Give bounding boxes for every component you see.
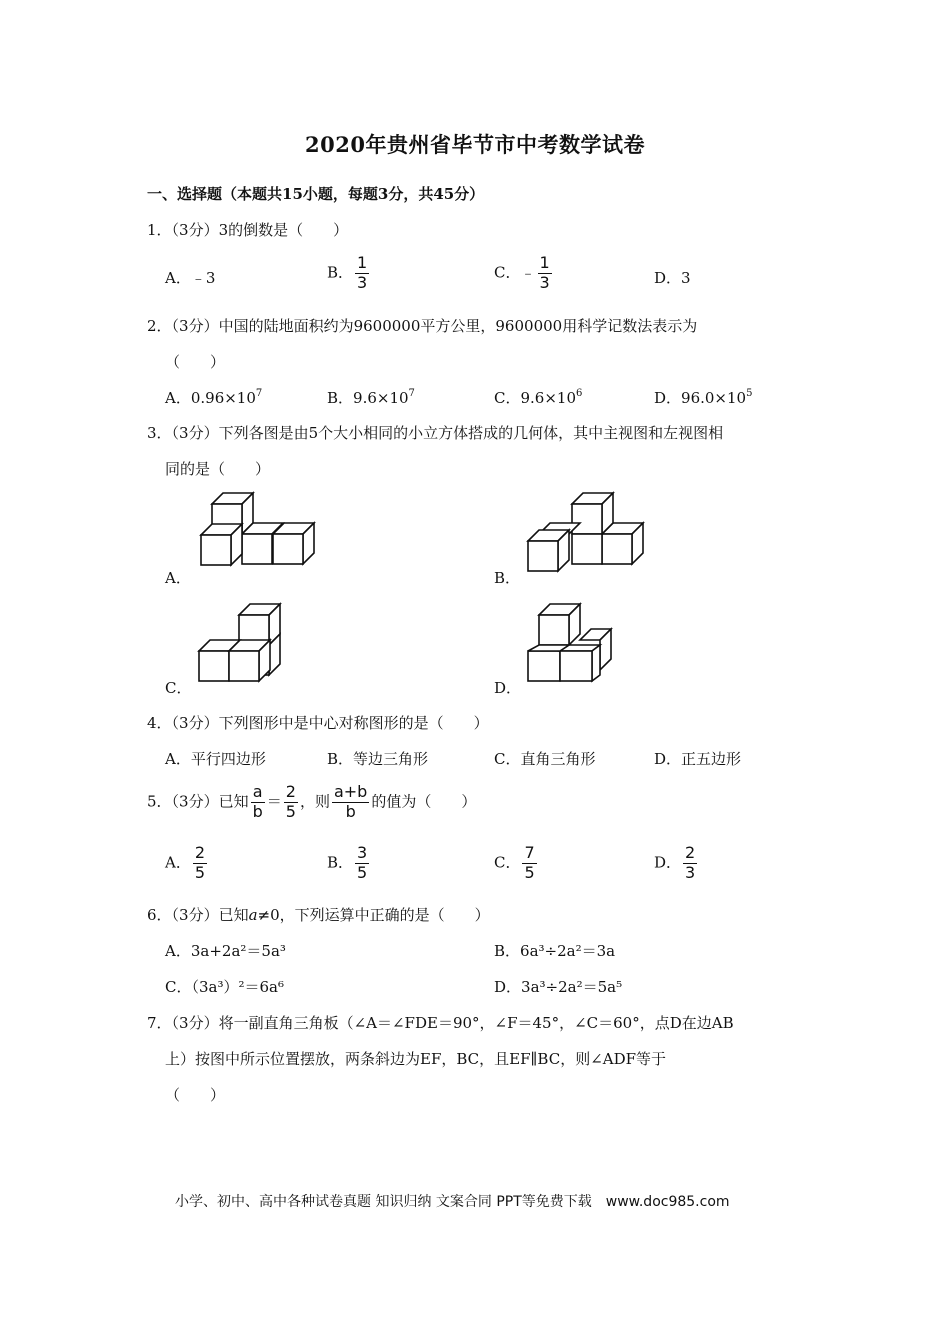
q4-option-c: C．直角三角形 xyxy=(494,750,596,768)
q5-option-b xyxy=(327,845,371,882)
cube-top xyxy=(572,493,613,534)
fraction-denominator: 3 xyxy=(539,272,550,292)
q2-option-b-exponent: 7 xyxy=(408,388,415,399)
q5-option-d-label: D． xyxy=(654,853,682,872)
q5-option-c xyxy=(494,845,539,882)
q3-option-d: D． xyxy=(494,679,522,697)
q2-option-c xyxy=(494,387,582,408)
q4-option-b: B．等边三角形 xyxy=(327,750,429,768)
fraction-numerator: 7 xyxy=(524,843,535,862)
cube-middle xyxy=(572,534,602,564)
q2-option-d-exponent: 5 xyxy=(746,388,753,399)
q1-option-d: D．3 xyxy=(654,269,691,287)
fraction-denominator: 5 xyxy=(524,862,535,882)
fraction-numerator: 2 xyxy=(285,782,296,801)
fraction-denominator: 3 xyxy=(357,272,368,292)
q3-figure-c-cubes xyxy=(195,600,295,685)
q1-option-c-fraction xyxy=(538,255,552,292)
q5-stem-suffix: 的值为（ ） xyxy=(371,792,477,811)
page-title: 2020年贵州省毕节市中考数学试卷 xyxy=(305,132,645,157)
q2-option-c-base: C．9.6×10 xyxy=(494,389,576,407)
q3-option-b: B． xyxy=(494,569,521,587)
q5-stem-prefix: 5．（3分）已知 xyxy=(147,792,249,811)
q5-equals: ＝ xyxy=(266,792,282,811)
q5-option-a-fraction xyxy=(193,845,207,882)
cube-front-left xyxy=(528,651,560,681)
q6-option-d-expression: 3a³÷2a²＝5a⁵ xyxy=(521,978,623,996)
question-3-stem-line2: 同的是（ ） xyxy=(165,460,271,478)
q6-option-d-label: D． xyxy=(494,978,522,996)
q6-option-c-label: C． xyxy=(165,978,192,996)
q5-option-a-label: A． xyxy=(165,853,191,872)
question-6-stem xyxy=(147,904,490,925)
q2-option-a-exponent: 7 xyxy=(255,388,263,399)
q5-option-c-label: C． xyxy=(494,853,521,872)
q6-option-b-expression: 6a³÷2a²＝3a xyxy=(520,942,616,960)
q6-variable: a xyxy=(248,906,258,924)
q5-fraction-apb-over-b xyxy=(332,784,369,821)
cube-top xyxy=(539,604,580,645)
question-7-stem-line3: （ ） xyxy=(165,1086,226,1104)
question-4-stem: 4．（3分）下列图形中是中心对称图形的是（ ） xyxy=(147,714,489,732)
q3-figure-b-cubes xyxy=(522,490,652,575)
q2-option-d xyxy=(654,387,752,408)
question-3-stem-line1: 3．（3分）下列各图是由5个大小相同的小立方体搭成的几何体，其中主视图和左视图相 xyxy=(147,424,724,442)
q6-option-a-label: A． xyxy=(165,942,191,960)
fraction-numerator: 1 xyxy=(357,253,368,272)
q5-option-a xyxy=(165,845,209,882)
q5-option-d-fraction xyxy=(683,845,697,882)
question-5-stem xyxy=(147,784,476,821)
q3-option-c: C． xyxy=(165,679,192,697)
fraction-denominator: 5 xyxy=(285,801,296,821)
fraction-numerator: a+b xyxy=(333,782,368,801)
q5-fraction-2-over-5 xyxy=(284,784,298,821)
cube-back-right xyxy=(602,523,643,564)
q6-stem-prefix: 6．（3分）已知 xyxy=(147,906,249,924)
q6-stem-suffix: ≠0，下列运算中正确的是（ ） xyxy=(257,906,490,924)
cube-top-back xyxy=(239,604,280,645)
q6-option-b-label: B． xyxy=(494,942,521,960)
q2-option-a xyxy=(165,387,262,408)
q1-option-b-label: B． xyxy=(327,263,354,282)
q5-option-b-fraction xyxy=(355,845,369,882)
q1-option-c-sign: ﹣ xyxy=(520,263,536,282)
q6-option-a xyxy=(165,940,286,961)
cube-front-right xyxy=(229,640,270,681)
fraction-denominator: b xyxy=(345,801,356,821)
q1-option-c-label: C． xyxy=(494,263,521,282)
q6-option-b xyxy=(494,940,615,961)
fraction-denominator: 3 xyxy=(685,862,696,882)
q6-option-c xyxy=(165,976,284,997)
q1-option-a: A．﹣3 xyxy=(165,269,216,287)
page-footer-link[interactable]: 小学、初中、高中各种试卷真题 知识归纳 文案合同 PPT等免费下载 www.doc985.com xyxy=(175,1194,730,1210)
fraction-numerator: 2 xyxy=(685,843,696,862)
q3-option-a: A． xyxy=(165,569,191,587)
q4-option-a: A．平行四边形 xyxy=(165,750,266,768)
section-heading: 一、选择题（本题共15小题，每题3分，共45分） xyxy=(147,185,485,203)
q6-option-c-expression: （3a³）²＝6a⁶ xyxy=(191,978,284,996)
fraction-numerator: 2 xyxy=(194,843,206,862)
q6-option-a-expression: 3a+2a²＝5a³ xyxy=(190,942,286,960)
question-2-stem-line1: 2．（3分）中国的陆地面积约为9600000平方公里，9600000用科学记数法表示为 xyxy=(147,317,698,335)
q6-option-d xyxy=(494,976,622,997)
cube-front-right xyxy=(560,645,600,681)
q5-option-c-fraction xyxy=(522,845,536,882)
q5-option-b-label: B． xyxy=(327,853,354,872)
fraction-denominator: 5 xyxy=(357,862,368,882)
q5-stem-middle: ，则 xyxy=(299,792,330,811)
q3-figure-a-cubes xyxy=(195,490,320,575)
q2-option-b xyxy=(327,387,415,408)
q2-option-b-base: B．9.6×10 xyxy=(327,389,409,407)
question-2-stem-line2: （ ） xyxy=(165,353,226,371)
q2-option-c-exponent: 6 xyxy=(576,388,583,399)
q5-option-d xyxy=(654,845,699,882)
fraction-numerator: 1 xyxy=(539,253,550,272)
fraction-numerator: a xyxy=(252,782,263,801)
cube-right-end xyxy=(273,523,314,564)
question-7-stem-line1: 7．（3分）将一副直角三角板（∠A＝∠FDE＝90°，∠F＝45°，∠C＝60°，点D在边AB xyxy=(147,1014,734,1032)
q1-option-c xyxy=(494,255,554,292)
cube-front-left xyxy=(528,530,569,571)
fraction-numerator: 3 xyxy=(357,843,368,862)
question-7-stem-line2: 上）按图中所示位置摆放，两条斜边为EF，BC，且EF∥BC，则∠ADF等于 xyxy=(165,1050,667,1068)
cube-front-left xyxy=(201,524,242,565)
question-1-stem: 1．（3分）3的倒数是（ ） xyxy=(147,221,349,239)
fraction-denominator: b xyxy=(252,801,263,821)
q3-figure-d-cubes xyxy=(522,600,622,685)
q5-fraction-a-over-b xyxy=(251,784,265,821)
fraction-denominator: 5 xyxy=(194,862,206,882)
q1-option-b xyxy=(327,255,371,292)
q2-option-d-base: D．96.0×10 xyxy=(654,389,747,407)
q2-option-a-base: A．0.96×10 xyxy=(165,389,256,407)
q1-option-b-fraction xyxy=(355,255,369,292)
q4-option-d: D．正五边形 xyxy=(654,750,742,768)
